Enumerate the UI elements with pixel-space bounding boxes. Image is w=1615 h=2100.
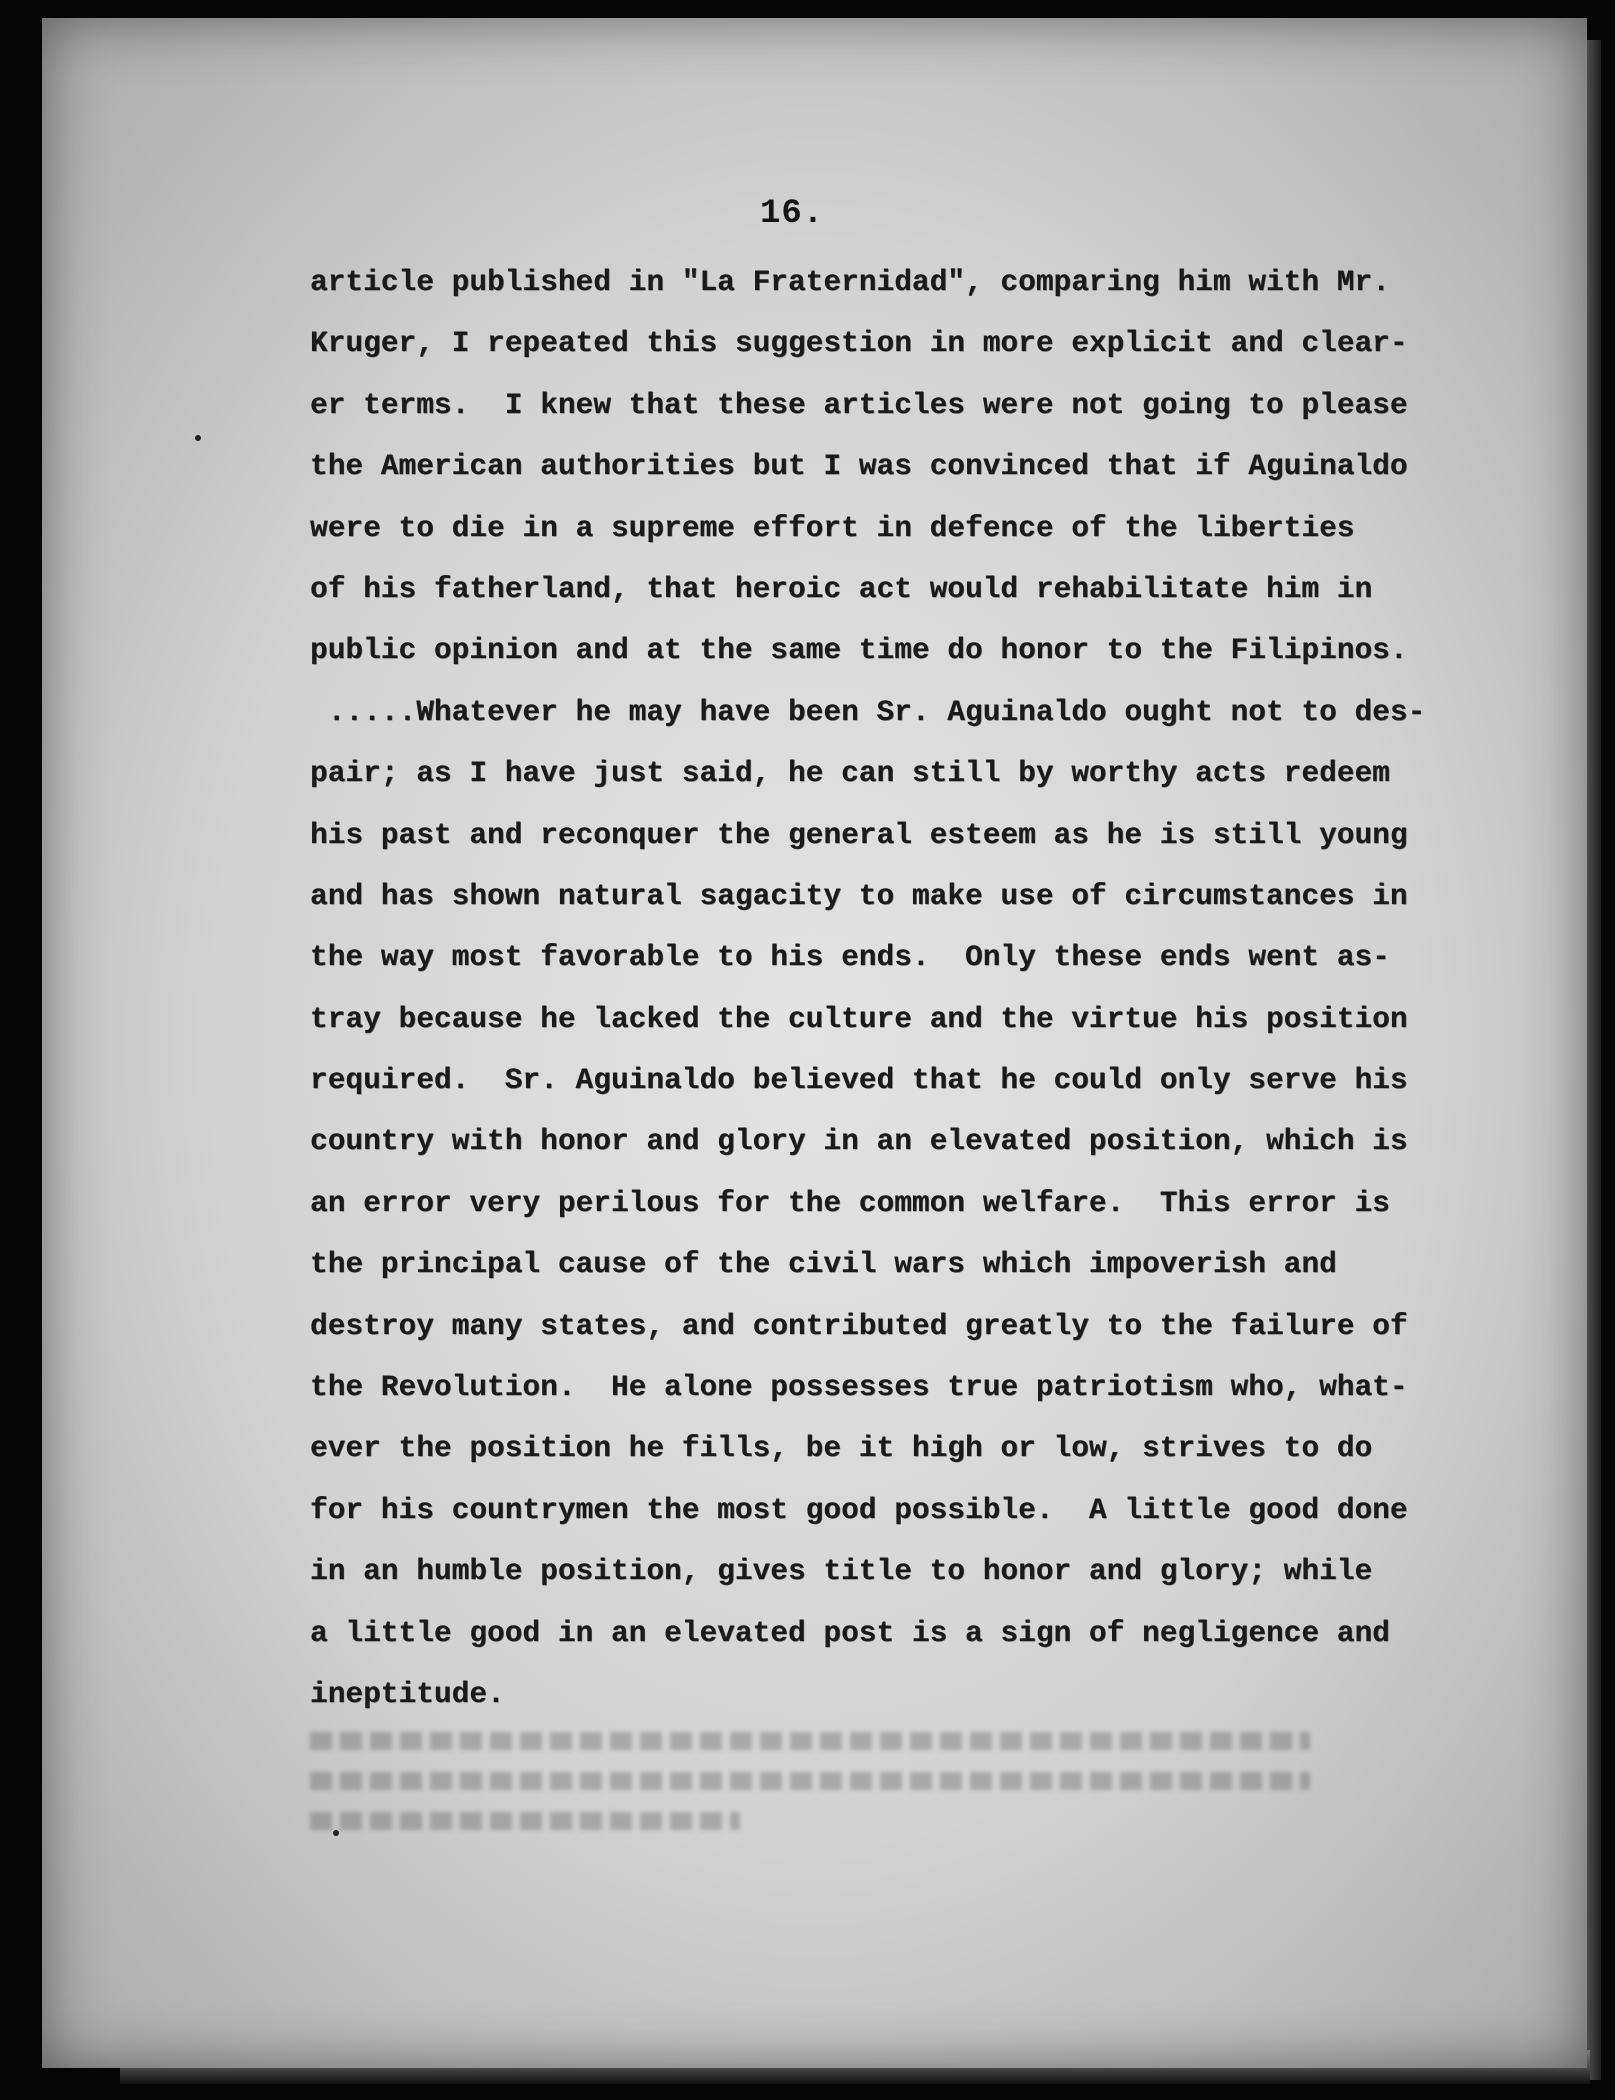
page-number: 16. [760, 195, 825, 233]
text-line: his past and reconquer the general esteem as he is still young [310, 817, 1408, 852]
text-line: of his fatherland, that heroic act would rehabilitate him in [310, 571, 1373, 606]
bleed-through-line [310, 1732, 1310, 1750]
ink-speck [195, 435, 201, 441]
text-line: Kruger, I repeated this suggestion in more explicit and clear- [310, 326, 1408, 361]
page-body-text [310, 252, 1470, 1725]
text-line: the Revolution. He alone possesses true patriotism who, what- [310, 1370, 1408, 1405]
text-line: the way most favorable to his ends. Only these ends went as- [310, 940, 1390, 975]
text-line: and has shown natural sagacity to make use of circumstances in [310, 878, 1408, 913]
bleed-through-line [310, 1812, 740, 1830]
text-line: ever the position he fills, be it high or low, strives to do [310, 1431, 1373, 1466]
text-line: tray because he lacked the culture and the virtue his position [310, 1001, 1408, 1036]
text-line: an error very perilous for the common welfare. This error is [310, 1185, 1390, 1220]
text-line: public opinion and at the same time do honor to the Filipinos. [310, 633, 1408, 668]
text-line: the principal cause of the civil wars which impoverish and [310, 1247, 1337, 1282]
text-line: destroy many states, and contributed greatly to the failure of [310, 1308, 1408, 1343]
text-line: the American authorities but I was convinced that if Aguinaldo [310, 449, 1408, 484]
text-line: country with honor and glory in an elevated position, which is [310, 1124, 1408, 1159]
text-line: article published in "La Fraternidad", comparing him with Mr. [310, 265, 1390, 299]
text-line: ineptitude. [310, 1676, 505, 1711]
text-line: .....Whatever he may have been Sr. Aguinaldo ought not to des- [310, 694, 1426, 729]
bleed-through-text [310, 1710, 1470, 1851]
text-line: in an humble position, gives title to honor and glory; while [310, 1554, 1373, 1589]
bleed-through-line [310, 1772, 1310, 1790]
text-line: required. Sr. Aguinaldo believed that he could only serve his [310, 1063, 1408, 1098]
text-line: for his countrymen the most good possible. A little good done [310, 1492, 1408, 1527]
text-line: a little good in an elevated post is a sign of negligence and [310, 1615, 1390, 1650]
text-line: er terms. I knew that these articles were not going to please [310, 387, 1408, 422]
ink-speck [333, 1830, 339, 1836]
text-line: pair; as I have just said, he can still by worthy acts redeem [310, 756, 1390, 791]
text-line: were to die in a supreme effort in defence of the liberties [310, 510, 1355, 545]
